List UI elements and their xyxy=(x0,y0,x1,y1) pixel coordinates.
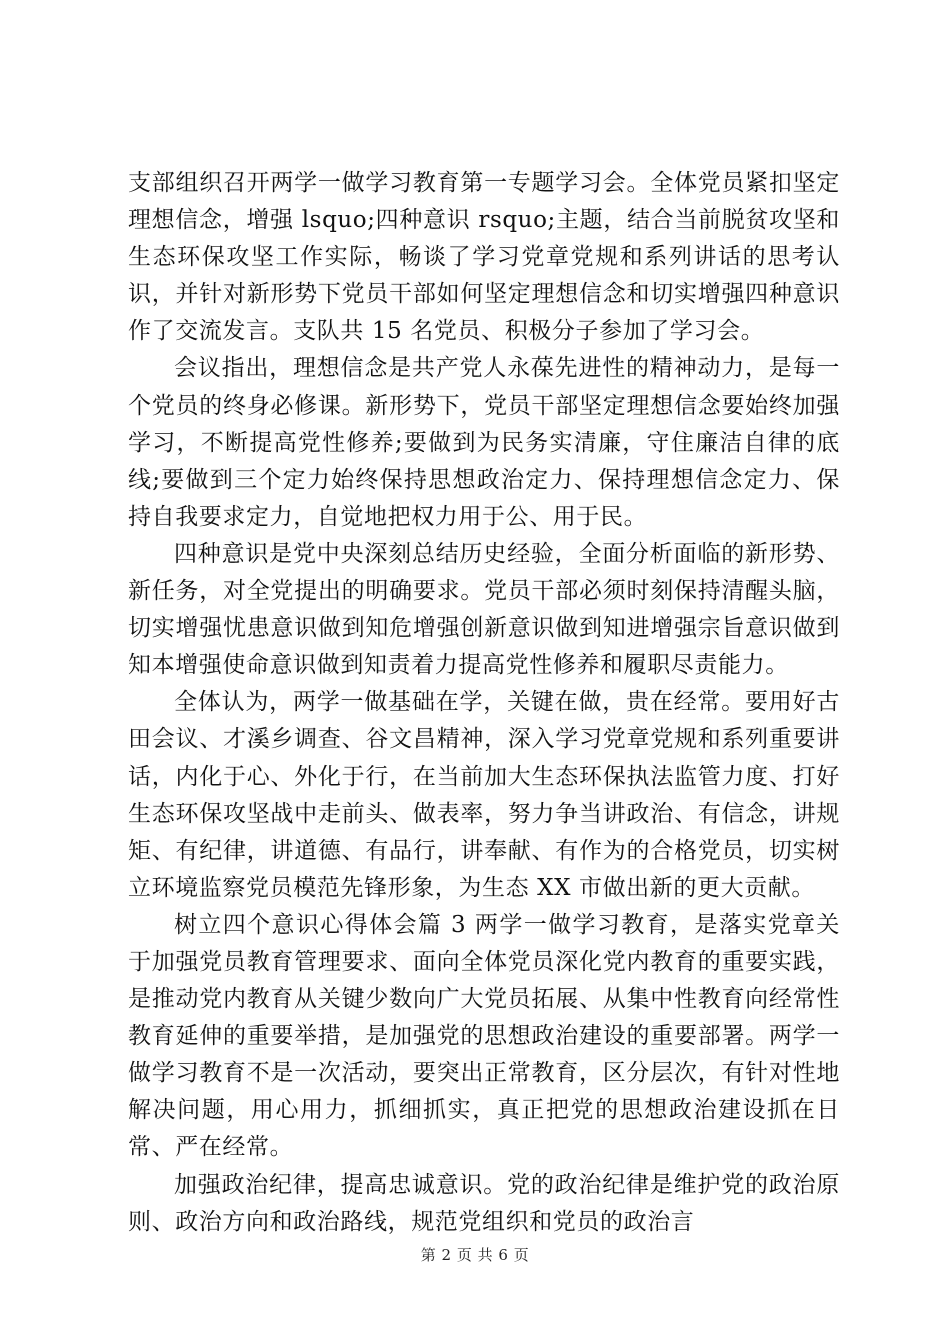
paragraph-4: 全体认为，两学一做基础在学，关键在做，贵在经常。要用好古田会议、才溪乡调查、谷文昌精神，深入学习党章党规和系列重要讲话，内化于心、外化于行，在当前加大生态环保执法监管力度、打好生态环保攻坚战中走前头、做表率，努力争当讲政治、有信念，讲规矩、有纪律，讲道德、有品行，讲奉献、有作为的合格党员，切实树立环境监察党员模范先锋形象，为生态 XX 市做出新的更大贡献。 xyxy=(128,689,840,901)
paragraph-6: 加强政治纪律，提高忠诚意识。党的政治纪律是维护党的政治原则、政治方向和政治路线，规范党组织和党员的政治言 xyxy=(128,1171,840,1235)
paragraph-3: 四种意识是党中央深刻总结历史经验，全面分析面临的新形势、新任务，对全党提出的明确要求。党员干部必须时刻保持清醒头脑，切实增强忧患意识做到知危增强创新意识做到知进增强宗旨意识做到知本增强使命意识做到知责着力提高党性修养和履职尽责能力。 xyxy=(128,540,840,679)
paragraph-2: 会议指出，理想信念是共产党人永葆先进性的精神动力，是每一个党员的终身必修课。新形势下，党员干部坚定理想信念要始终加强学习，不断提高党性修养;要做到为民务实清廉，守住廉洁自律的底线;要做到三个定力始终保持思想政治定力、保持理想信念定力、保持自我要求定力，自觉地把权力用于公、用于民。 xyxy=(128,355,840,530)
paragraph-1: 支部组织召开两学一做学习教育第一专题学习会。全体党员紧扣坚定理想信念，增强 lsquo;四种意识 rsquo;主题，结合当前脱贫攻坚和生态环保攻坚工作实际，畅谈了学习党章党规和系列讲话的思考认识，并针对新形势下党员干部如何坚定理想信念和切实增强四种意识作了交流发言。支队共 15 名党员、积极分子参加了学习会。 xyxy=(128,170,840,345)
paragraph-5: 树立四个意识心得体会篇 3 两学一做学习教育，是落实党章关于加强党员教育管理要求、面向全体党员深化党内教育的重要实践，是推动党内教育从关键少数向广大党员拓展、从集中性教育向经常性教育延伸的重要举措，是加强党的思想政治建设的重要部署。两学一做学习教育不是一次活动，要突出正常教育，区分层次，有针对性地解决问题，用心用力，抓细抓实，真正把党的思想政治建设抓在日常、严在经常。 xyxy=(128,911,840,1161)
page-footer: 第 2 页 共 6 页 xyxy=(420,1246,530,1264)
document-body xyxy=(128,165,840,1241)
